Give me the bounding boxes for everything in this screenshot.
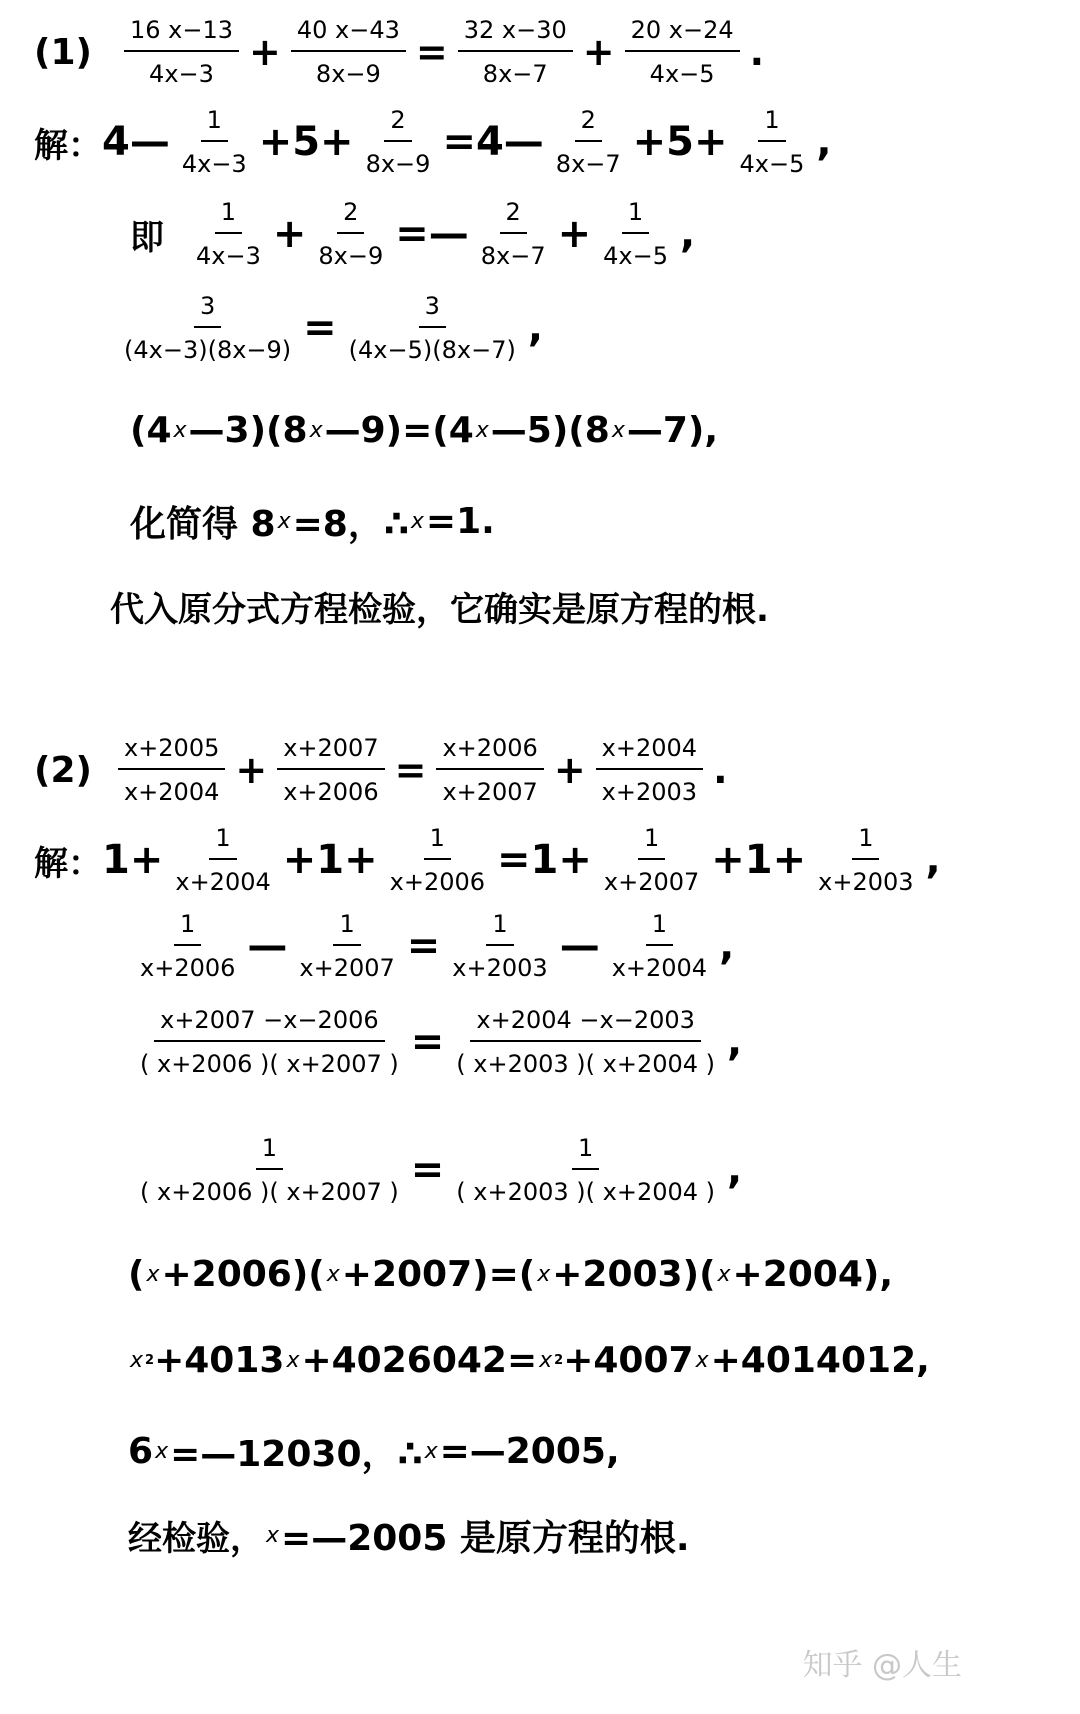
fraction: $\frac{2}{8x-7}$	[555, 106, 621, 178]
p1-step3: $\frac{3}{(4x-3)(8x-9)}$ = $\frac{3}{(4x-5)(8x-7)}$ ,	[112, 294, 543, 362]
p2-step3: $\frac{x+2007 -x-2006}{( x+2006 )( x+2007 )}$ = $\frac{x+2004 -x-2003}{( x+2003 )( x+2004 )}$ ,	[128, 1008, 742, 1076]
fraction: $\frac{x+2005}{x+2004}$	[118, 736, 225, 804]
fraction: $\frac{2}{8x-7}$	[480, 198, 546, 270]
watermark: 知乎 @人生	[802, 1648, 962, 1683]
fraction: $\frac{2}{8x-9}$	[365, 106, 431, 178]
fraction: $\frac{1}{4x-3}$	[181, 106, 247, 178]
fraction: $\frac{x+2004}{x+2003}$	[596, 736, 703, 804]
p2-step8: 经检验， x =—2005 是原方程的根.	[128, 1518, 690, 1559]
p1-step4: (4 x —3)(8 x —9)=(4 x —5)(8 x —7),	[130, 410, 719, 451]
p2-label: (2)	[34, 749, 92, 791]
fraction: $\frac{x+2004 -x-2003}{( x+2003 )( x+2004 )}$	[456, 1006, 716, 1078]
fraction: $\frac{1}{x+2003}$	[818, 824, 914, 896]
fraction: $\frac{1}{x+2007}$	[603, 824, 700, 896]
p1-equation: (1) $\frac{16 x-13}{4x-3}$ + $\frac{40 x-43}{8x-9}$ = $\frac{32 x-30}{8x-7}$ + $\frac{20 x-24}{4x-5}$ .	[34, 16, 765, 88]
p2-step1: 解： 1+ $\frac{1}{x+2004}$ +1+ $\frac{1}{x+2006}$ =1+ $\frac{1}{x+2007}$ +1+ $\frac{1}{x+2003}$ ,	[34, 824, 941, 896]
p2-step2: $\frac{1}{x+2006}$ — $\frac{1}{x+2007}$ = $\frac{1}{x+2003}$ — $\frac{1}{x+2004}$ ,	[128, 912, 734, 980]
fraction: $\frac{1}{4x-5}$	[603, 198, 668, 270]
p1-step1: 解： 4— $\frac{1}{4x-3}$ +5+ $\frac{2}{8x-9}$ =4— $\frac{2}{8x-7}$ +5+ $\frac{1}{4x-5}$ ,	[34, 106, 832, 178]
fraction: $\frac{1}{x+2003}$	[452, 910, 548, 982]
solution-label: 解：	[34, 843, 102, 884]
fraction: $\frac{32 x-30}{8x-7}$	[458, 18, 573, 86]
fraction: $\frac{x+2007 -x-2006}{( x+2006 )( x+2007 )}$	[140, 1006, 399, 1078]
fraction: $\frac{x+2006}{x+2007}$	[436, 736, 543, 804]
fraction: $\frac{1}{x+2006}$	[389, 824, 486, 896]
fraction: $\frac{1}{( x+2006 )( x+2007 )}$	[140, 1134, 399, 1206]
fraction: $\frac{1}{x+2004}$	[175, 824, 271, 896]
p1-step6: 代入原分式方程检验，它确实是原方程的根.	[110, 590, 769, 630]
fraction: $\frac{3}{(4x-5)(8x-7)}$	[348, 292, 516, 364]
fraction: $\frac{1}{x+2007}$	[299, 910, 395, 982]
fraction: $\frac{16 x-13}{4x-3}$	[124, 18, 239, 86]
fraction: $\frac{1}{( x+2003 )( x+2004 )}$	[456, 1134, 716, 1206]
p2-step4: $\frac{1}{( x+2006 )( x+2007 )}$ = $\frac{1}{( x+2003 )( x+2004 )}$ ,	[128, 1136, 742, 1204]
fraction: $\frac{40 x-43}{8x-9}$	[291, 18, 406, 86]
fraction: $\frac{1}{x+2004}$	[611, 910, 708, 982]
solution-label: 解：	[34, 125, 102, 166]
fraction: $\frac{3}{(4x-3)(8x-9)}$	[124, 292, 292, 364]
fraction: $\frac{20 x-24}{4x-5}$	[625, 18, 740, 86]
p2-equation: (2) $\frac{x+2005}{x+2004}$ + $\frac{x+2007}{x+2006}$ = $\frac{x+2006}{x+2007}$ + $\frac{x+2004}{x+2003}$ .	[34, 734, 728, 806]
p1-step2: 即 $\frac{1}{4x-3}$ + $\frac{2}{8x-9}$ =— $\frac{2}{8x-7}$ + $\frac{1}{4x-5}$ ,	[130, 198, 696, 270]
p2-step5: ( x +2006)( x +2007)=( x +2003)( x +2004),	[128, 1254, 894, 1295]
fraction: $\frac{x+2007}{x+2006}$	[277, 736, 384, 804]
p2-step6: x 2 +4013 x +4026042= x 2 +4007 x +4014012,	[130, 1340, 930, 1381]
p2-step7: 6 x =—12030，∴ x =—2005,	[128, 1431, 620, 1475]
fraction: $\frac{2}{8x-9}$	[318, 198, 384, 270]
fraction: $\frac{1}{4x-3}$	[196, 198, 261, 270]
p1-label: (1)	[34, 31, 92, 73]
fraction: $\frac{1}{4x-5}$	[739, 106, 805, 178]
p1-step5: 化简得 8 x =8，∴ x =1.	[130, 501, 495, 545]
fraction: $\frac{1}{x+2006}$	[140, 910, 236, 982]
